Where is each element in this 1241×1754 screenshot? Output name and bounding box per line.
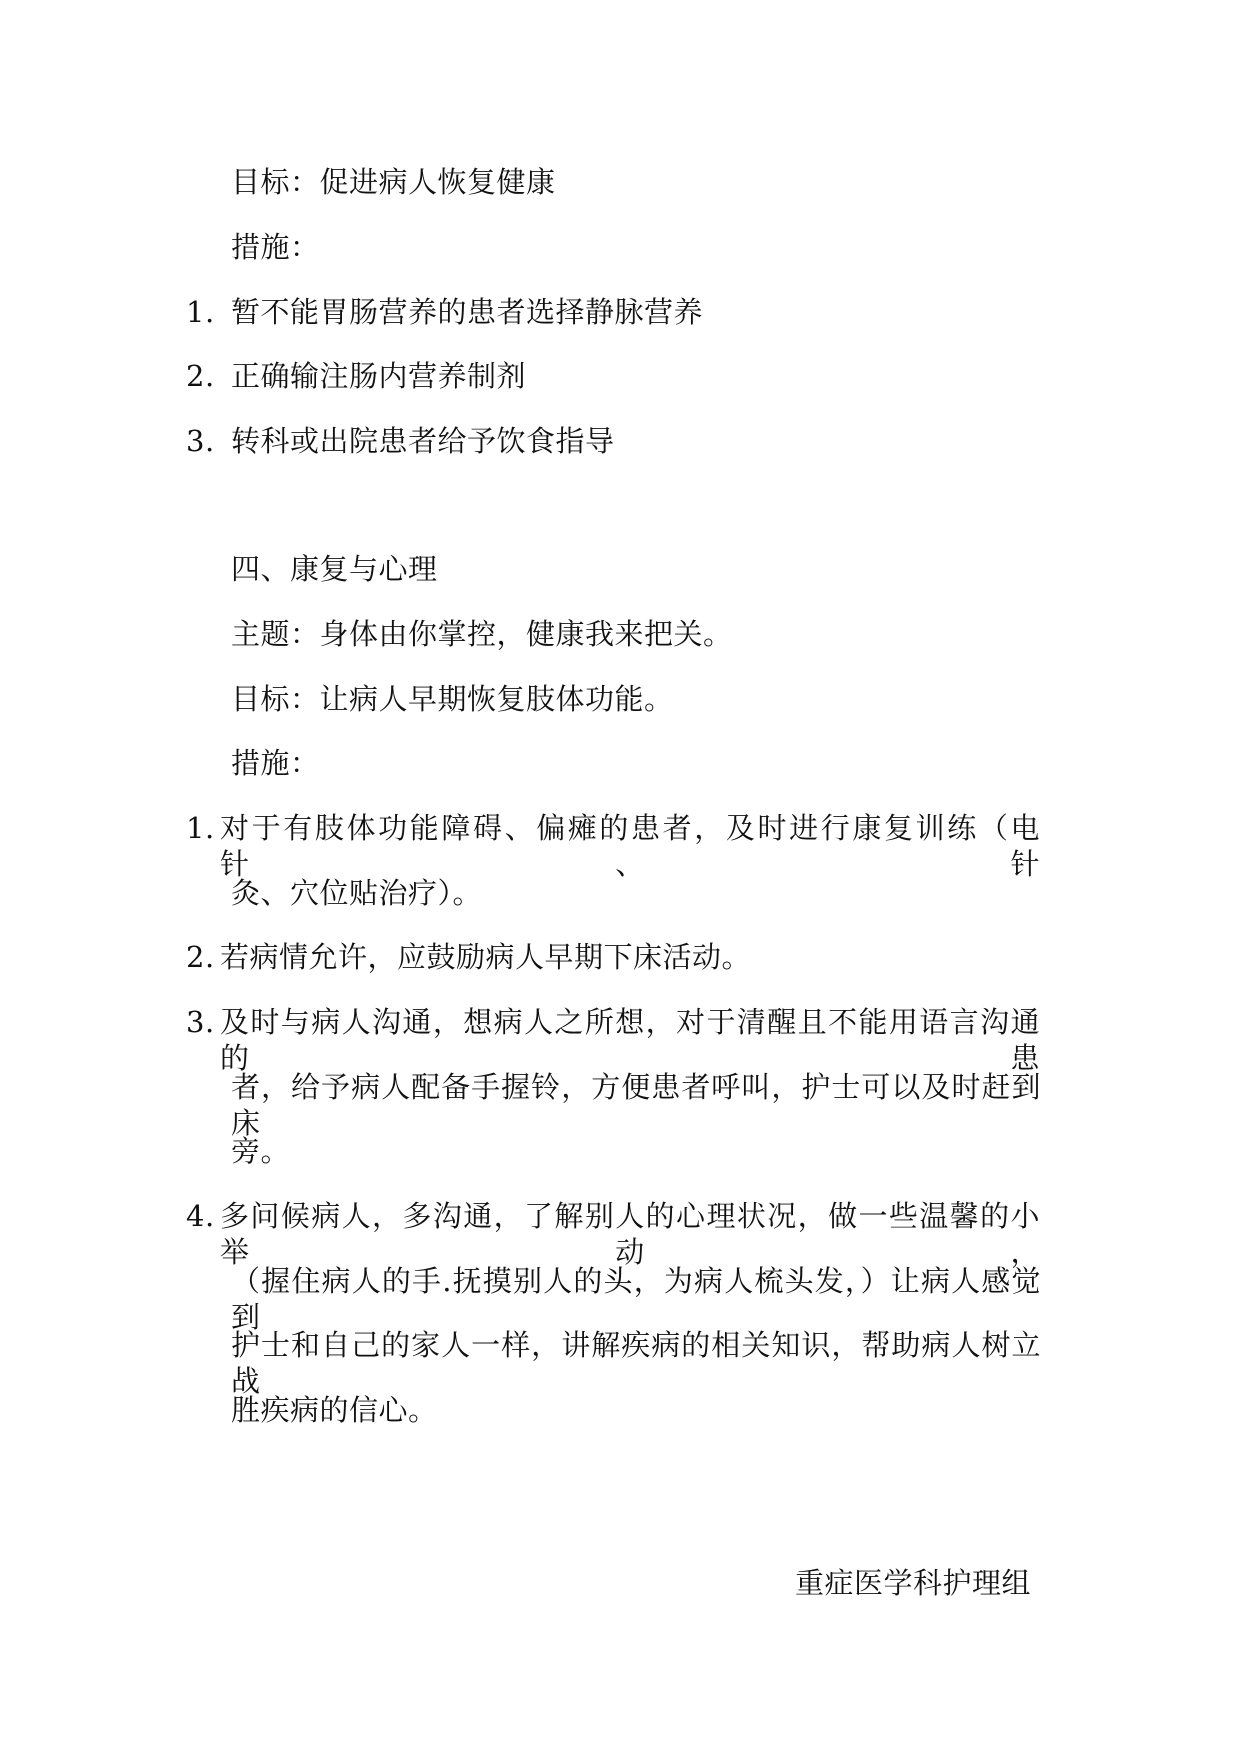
- list-item-number: 1.: [186, 295, 215, 329]
- list-item-line: 者，给予病人配备手握铃，方便患者呼叫，护士可以及时赶到床: [231, 1070, 1041, 1140]
- list-item-line: （握住病人的手.抚摸别人的头，为病人梳头发，）让病人感觉到: [231, 1264, 1041, 1334]
- section4-theme: 主题：身体由你掌控，健康我来把关。: [231, 617, 733, 651]
- section3-measures-label: 措施：: [231, 230, 320, 264]
- list-item-number: 4.: [186, 1199, 215, 1233]
- list-item-line: 灸、穴位贴治疗）。: [231, 876, 483, 910]
- list-item-line: 对于有肢体功能障碍、偏瘫的患者，及时进行康复训练（电针、针: [220, 811, 1040, 881]
- section3-goal: 目标：促进病人恢复健康: [231, 165, 556, 199]
- section4-measures-label: 措施：: [231, 746, 320, 780]
- list-item-number: 2.: [186, 940, 215, 974]
- section4-heading: 四、康复与心理: [231, 552, 438, 586]
- list-item-number: 2.: [186, 359, 215, 393]
- list-item-number: 1.: [186, 811, 215, 845]
- list-item-line: 及时与病人沟通，想病人之所想，对于清醒且不能用语言沟通的患: [220, 1005, 1040, 1075]
- list-item: 暂不能胃肠营养的患者选择静脉营养: [231, 295, 704, 329]
- list-item-number: 3.: [186, 424, 215, 458]
- list-item: 转科或出院患者给予饮食指导: [231, 424, 615, 458]
- list-item: 正确输注肠内营养制剂: [231, 359, 527, 393]
- section4-goal: 目标：让病人早期恢复肢体功能。: [231, 682, 674, 716]
- list-item-line: 胜疾病的信心。: [231, 1393, 438, 1427]
- signature: 重症医学科护理组: [795, 1566, 1032, 1600]
- list-item-number: 3.: [186, 1005, 215, 1039]
- list-item-line: 多问候病人，多沟通，了解别人的心理状况，做一些温馨的小举动，: [220, 1199, 1040, 1269]
- list-item-line: 护士和自己的家人一样，讲解疾病的相关知识，帮助病人树立战: [231, 1328, 1041, 1398]
- list-item-line: 若病情允许，应鼓励病人早期下床活动。: [220, 940, 752, 974]
- list-item-line: 旁。: [231, 1134, 291, 1168]
